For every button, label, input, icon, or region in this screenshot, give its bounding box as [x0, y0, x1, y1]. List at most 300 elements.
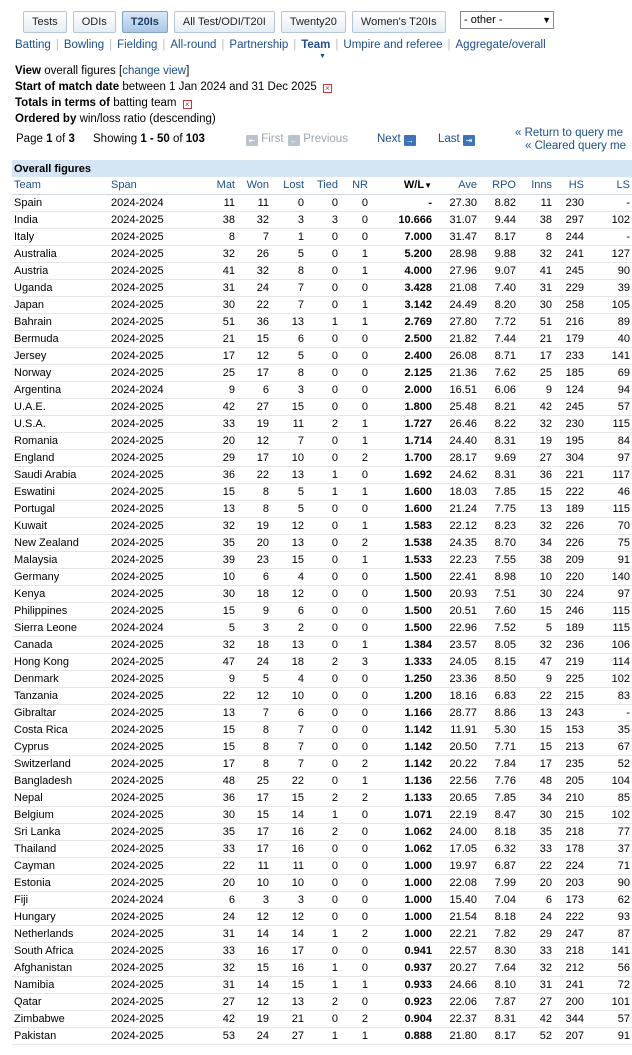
cell-ave: 21.80 [434, 1027, 479, 1044]
cell-inns: 27 [518, 449, 554, 466]
cell-rpo: 6.32 [479, 840, 518, 857]
column-header-lost[interactable] [271, 177, 306, 194]
cell-team[interactable]: Nepal [12, 789, 109, 806]
cell-tied: 0 [306, 551, 340, 568]
first-page-button [246, 133, 284, 146]
nav-aggregate-overall[interactable]: Aggregate/overall [455, 39, 546, 51]
cell-hs: 245 [554, 262, 586, 279]
table-row [12, 415, 632, 432]
cell-nr: 0 [340, 330, 370, 347]
column-header-label: LS [616, 179, 630, 192]
cell-span: 2024-2025 [109, 602, 201, 619]
cell-span: 2024-2025 [109, 279, 201, 296]
cell-nr: 0 [340, 279, 370, 296]
cell-team[interactable]: Uganda [12, 279, 109, 296]
of-text: of [55, 133, 66, 145]
cell-won: 18 [237, 636, 271, 653]
tab-twenty20[interactable]: Twenty20 [281, 11, 346, 33]
cell-rpo: 7.82 [479, 925, 518, 942]
cell-lost: 3 [271, 891, 306, 908]
nav-partnership[interactable]: Partnership [229, 39, 289, 51]
cell-w-l: 7.000 [370, 228, 434, 245]
cell-team[interactable]: Estonia [12, 874, 109, 891]
cell-ave: 23.36 [434, 670, 479, 687]
cell-span: 2024-2025 [109, 398, 201, 415]
cell-team[interactable]: Kenya [12, 585, 109, 602]
cell-lost: 8 [271, 364, 306, 381]
view-filter: View overall figures [change view] [15, 65, 190, 77]
cell-team[interactable]: Pakistan [12, 1027, 109, 1044]
cell-hs: 220 [554, 568, 586, 585]
cleared-query-link[interactable]: « Cleared query me [525, 140, 626, 152]
column-header-tied[interactable] [306, 177, 340, 194]
table-row [12, 398, 632, 415]
column-header-label: Tied [317, 179, 338, 192]
cell-inns: 33 [518, 942, 554, 959]
cell-inns: 25 [518, 364, 554, 381]
cell-mat: 8 [201, 228, 237, 245]
column-header-nr[interactable] [340, 177, 370, 194]
cell-team[interactable]: U.A.E. [12, 398, 109, 415]
cell-team[interactable]: Germany [12, 568, 109, 585]
cell-w-l: 1.583 [370, 517, 434, 534]
view-label: View [15, 65, 41, 77]
cell-ls: 77 [586, 823, 632, 840]
cell-w-l: 1.133 [370, 789, 434, 806]
cell-team[interactable]: Netherlands [12, 925, 109, 942]
cell-nr: 1 [340, 483, 370, 500]
cell-w-l: 2.400 [370, 347, 434, 364]
cell-span: 2024-2025 [109, 415, 201, 432]
cell-span: 2024-2025 [109, 228, 201, 245]
cell-mat: 17 [201, 755, 237, 772]
column-header-rpo[interactable] [479, 177, 518, 194]
cell-w-l: 1.142 [370, 755, 434, 772]
cell-w-l: 1.727 [370, 415, 434, 432]
table-row [12, 534, 632, 551]
team-stats-table [12, 160, 632, 1045]
cell-team[interactable]: Norway [12, 364, 109, 381]
table-row [12, 806, 632, 823]
cell-team[interactable]: Thailand [12, 840, 109, 857]
nav-team[interactable]: Team [301, 39, 331, 51]
cell-tied: 0 [306, 279, 340, 296]
cell-inns: 10 [518, 568, 554, 585]
nav-fielding[interactable]: Fielding [117, 39, 158, 51]
remove-start-date-icon[interactable]: × [323, 84, 332, 93]
tab-tests[interactable]: Tests [23, 11, 67, 33]
cell-mat: 6 [201, 891, 237, 908]
cell-lost: 13 [271, 466, 306, 483]
cell-ls: 67 [586, 738, 632, 755]
cell-team[interactable]: Hungary [12, 908, 109, 925]
ordered-value: win/loss ratio (descending) [79, 113, 216, 125]
cell-nr: 0 [340, 891, 370, 908]
cell-tied: 0 [306, 738, 340, 755]
stat-type-nav [15, 39, 546, 60]
cell-hs: 205 [554, 772, 586, 789]
cell-team[interactable]: Jersey [12, 347, 109, 364]
cell-lost: 7 [271, 296, 306, 313]
cell-ls: 93 [586, 908, 632, 925]
cell-ls: 57 [586, 398, 632, 415]
cell-lost: 1 [271, 228, 306, 245]
cell-hs: 173 [554, 891, 586, 908]
column-header-label: RPO [492, 179, 516, 192]
cell-won: 16 [237, 942, 271, 959]
cell-inns: 30 [518, 585, 554, 602]
cell-lost: 6 [271, 330, 306, 347]
table-row [12, 789, 632, 806]
cell-team[interactable]: Romania [12, 432, 109, 449]
nav-bowling[interactable]: Bowling [63, 39, 105, 51]
cell-tied: 1 [306, 483, 340, 500]
cell-hs: 244 [554, 228, 586, 245]
cell-ave: 22.57 [434, 942, 479, 959]
cell-nr: 1 [340, 976, 370, 993]
change-view-link[interactable]: change view [122, 65, 187, 77]
tab-t20is[interactable]: T20Is [122, 11, 168, 33]
cell-team[interactable]: Cayman [12, 857, 109, 874]
cell-mat: 13 [201, 704, 237, 721]
table-row [12, 602, 632, 619]
cell-rpo: 7.40 [479, 279, 518, 296]
cell-lost: 14 [271, 806, 306, 823]
cell-ave: 24.05 [434, 653, 479, 670]
cell-tied: 0 [306, 670, 340, 687]
column-header-mat[interactable] [201, 177, 237, 194]
cell-rpo: 7.72 [479, 313, 518, 330]
cell-ls: 56 [586, 959, 632, 976]
table-row [12, 347, 632, 364]
cell-nr: 0 [340, 466, 370, 483]
cell-hs: 304 [554, 449, 586, 466]
column-header-ls[interactable] [586, 177, 632, 194]
cell-ave: 24.40 [434, 432, 479, 449]
table-row [12, 517, 632, 534]
start-date-value: between 1 Jan 2024 and 31 Dec 2025 [122, 81, 317, 93]
cell-span: 2024-2025 [109, 483, 201, 500]
cell-nr: 0 [340, 993, 370, 1010]
order-filter [15, 111, 332, 127]
last-page-button[interactable] [438, 133, 475, 146]
cell-ls: 141 [586, 942, 632, 959]
cell-span: 2024-2025 [109, 976, 201, 993]
cell-team[interactable]: U.S.A. [12, 415, 109, 432]
cell-lost: 17 [271, 942, 306, 959]
cell-nr: 0 [340, 381, 370, 398]
cell-tied: 0 [306, 449, 340, 466]
cell-w-l: 0.941 [370, 942, 434, 959]
cell-nr: 0 [340, 806, 370, 823]
cell-team[interactable]: Switzerland [12, 755, 109, 772]
cell-ls: 46 [586, 483, 632, 500]
cell-inns: 36 [518, 466, 554, 483]
table-row [12, 364, 632, 381]
cell-mat: 9 [201, 670, 237, 687]
cell-inns: 15 [518, 738, 554, 755]
cell-inns: 5 [518, 619, 554, 636]
remove-totals-icon[interactable]: × [183, 100, 192, 109]
cell-inns: 32 [518, 959, 554, 976]
cell-inns: 21 [518, 330, 554, 347]
cell-hs: 233 [554, 347, 586, 364]
cell-ave: 18.03 [434, 483, 479, 500]
cell-won: 15 [237, 330, 271, 347]
cell-tied: 1 [306, 806, 340, 823]
cell-ave: 22.96 [434, 619, 479, 636]
cell-team[interactable]: Namibia [12, 976, 109, 993]
cell-team[interactable]: Portugal [12, 500, 109, 517]
cell-ls: 52 [586, 755, 632, 772]
page-total: 3 [68, 133, 75, 145]
cell-w-l: 1.000 [370, 874, 434, 891]
cell-won: 14 [237, 976, 271, 993]
table-row [12, 568, 632, 585]
cell-nr: 2 [340, 755, 370, 772]
cell-hs: 241 [554, 976, 586, 993]
cell-team[interactable]: Spain [12, 194, 109, 211]
cell-won: 3 [237, 891, 271, 908]
cell-won: 19 [237, 517, 271, 534]
cell-nr: 0 [340, 959, 370, 976]
cell-team[interactable]: Eswatini [12, 483, 109, 500]
cell-tied: 0 [306, 517, 340, 534]
cell-won: 11 [237, 857, 271, 874]
cell-hs: 247 [554, 925, 586, 942]
cell-hs: 221 [554, 466, 586, 483]
cell-ls: 105 [586, 296, 632, 313]
cell-mat: 32 [201, 517, 237, 534]
cell-ave: 22.08 [434, 874, 479, 891]
table-row [12, 670, 632, 687]
table-row [12, 772, 632, 789]
cell-ave: 21.82 [434, 330, 479, 347]
cell-won: 22 [237, 466, 271, 483]
cell-team[interactable]: Saudi Arabia [12, 466, 109, 483]
cell-tied: 1 [306, 976, 340, 993]
cell-team[interactable]: New Zealand [12, 534, 109, 551]
cleared-query-label: Cleared query me [534, 140, 626, 152]
tab-odis[interactable]: ODIs [73, 11, 116, 33]
column-header-won[interactable] [237, 177, 271, 194]
column-header-label: Span [111, 179, 137, 192]
cell-team[interactable]: Kuwait [12, 517, 109, 534]
cell-ave: 21.08 [434, 279, 479, 296]
cell-hs: 216 [554, 313, 586, 330]
cell-span: 2024-2025 [109, 908, 201, 925]
cell-rpo: 8.82 [479, 194, 518, 211]
cell-inns: 6 [518, 891, 554, 908]
cell-won: 7 [237, 228, 271, 245]
cell-ave: 21.54 [434, 908, 479, 925]
cell-team[interactable]: Malaysia [12, 551, 109, 568]
tab-all-test-odi-t20i[interactable]: All Test/ODI/T20I [174, 11, 275, 33]
cell-inns: 33 [518, 840, 554, 857]
cell-lost: 10 [271, 687, 306, 704]
other-format-select[interactable] [460, 11, 554, 29]
cell-won: 12 [237, 687, 271, 704]
cell-tied: 1 [306, 313, 340, 330]
cell-ls: 106 [586, 636, 632, 653]
cell-w-l: 0.937 [370, 959, 434, 976]
column-header-team[interactable] [12, 177, 109, 194]
cell-team[interactable]: Italy [12, 228, 109, 245]
column-header-ave[interactable] [434, 177, 479, 194]
cell-team[interactable]: Argentina [12, 381, 109, 398]
cell-won: 8 [237, 755, 271, 772]
cell-mat: 48 [201, 772, 237, 789]
cell-rpo: 6.87 [479, 857, 518, 874]
cell-lost: 13 [271, 534, 306, 551]
cell-span: 2024-2025 [109, 874, 201, 891]
cell-team[interactable]: Costa Rica [12, 721, 109, 738]
cell-ave: 25.48 [434, 398, 479, 415]
cell-nr: 1 [340, 432, 370, 449]
cell-inns: 22 [518, 857, 554, 874]
column-header-hs[interactable] [554, 177, 586, 194]
nav-batting[interactable]: Batting [15, 39, 51, 51]
cell-team[interactable]: Bahrain [12, 313, 109, 330]
nav-all-round[interactable]: All-round [170, 39, 217, 51]
cell-inns: 47 [518, 653, 554, 670]
cell-ave: 22.12 [434, 517, 479, 534]
cell-span: 2024-2025 [109, 449, 201, 466]
cell-rpo: 7.99 [479, 874, 518, 891]
column-header-span[interactable] [109, 177, 201, 194]
cell-hs: 297 [554, 211, 586, 228]
table-row [12, 296, 632, 313]
cell-inns: 15 [518, 602, 554, 619]
cell-nr: 1 [340, 517, 370, 534]
cell-w-l: 1.142 [370, 721, 434, 738]
cell-w-l: 1.200 [370, 687, 434, 704]
cell-tied: 0 [306, 585, 340, 602]
cell-team[interactable]: Australia [12, 245, 109, 262]
cell-hs: 246 [554, 602, 586, 619]
cell-mat: 33 [201, 942, 237, 959]
cell-ls: 83 [586, 687, 632, 704]
cell-team[interactable]: South Africa [12, 942, 109, 959]
cell-team[interactable]: Japan [12, 296, 109, 313]
cell-team[interactable]: Bangladesh [12, 772, 109, 789]
cell-mat: 30 [201, 585, 237, 602]
nav-umpire-and-referee[interactable]: Umpire and referee [343, 39, 443, 51]
cell-hs: 229 [554, 279, 586, 296]
cell-won: 6 [237, 381, 271, 398]
cell-hs: 209 [554, 551, 586, 568]
cell-team[interactable]: Sri Lanka [12, 823, 109, 840]
cell-team[interactable]: Cyprus [12, 738, 109, 755]
cell-team[interactable]: Tanzania [12, 687, 109, 704]
cell-rpo: 7.64 [479, 959, 518, 976]
cell-lost: 4 [271, 568, 306, 585]
nav-separator: | [221, 39, 225, 51]
cell-team[interactable]: Qatar [12, 993, 109, 1010]
cell-nr: 0 [340, 585, 370, 602]
cell-nr: 0 [340, 228, 370, 245]
cell-inns: 17 [518, 755, 554, 772]
cell-team[interactable]: Denmark [12, 670, 109, 687]
cell-tied: 0 [306, 381, 340, 398]
cell-rpo: 8.86 [479, 704, 518, 721]
cell-nr: 0 [340, 704, 370, 721]
cell-lost: 13 [271, 993, 306, 1010]
cell-w-l: 4.000 [370, 262, 434, 279]
table-row [12, 687, 632, 704]
cell-ls: 90 [586, 262, 632, 279]
cell-team[interactable]: Philippines [12, 602, 109, 619]
cell-won: 12 [237, 347, 271, 364]
cell-lost: 13 [271, 313, 306, 330]
cell-team[interactable]: Bermuda [12, 330, 109, 347]
cell-rpo: 8.18 [479, 823, 518, 840]
cell-tied: 0 [306, 194, 340, 211]
cell-rpo: 7.51 [479, 585, 518, 602]
table-row [12, 279, 632, 296]
nav-separator: | [293, 39, 297, 51]
cell-team[interactable]: Canada [12, 636, 109, 653]
cell-team[interactable]: Hong Kong [12, 653, 109, 670]
first-label: First [261, 133, 284, 145]
column-header-label: HS [568, 179, 584, 192]
cell-team[interactable]: Zimbabwe [12, 1010, 109, 1027]
chevron-down-icon: ▼ [542, 15, 551, 25]
cell-ave: 19.97 [434, 857, 479, 874]
tab-women-s-t20is[interactable]: Women's T20Is [352, 11, 446, 33]
cell-hs: 153 [554, 721, 586, 738]
cell-nr: 0 [340, 602, 370, 619]
cell-ls: 89 [586, 313, 632, 330]
cell-rpo: 7.55 [479, 551, 518, 568]
cell-team[interactable]: Austria [12, 262, 109, 279]
cell-mat: 20 [201, 432, 237, 449]
cell-rpo: 9.88 [479, 245, 518, 262]
next-page-button[interactable] [377, 133, 416, 146]
sort-descending-icon: ▼ [424, 181, 432, 191]
column-header-label: Lost [283, 179, 304, 192]
column-header-inns[interactable] [518, 177, 554, 194]
cell-span: 2024-2025 [109, 432, 201, 449]
cell-won: 22 [237, 296, 271, 313]
cell-team[interactable]: India [12, 211, 109, 228]
cell-team[interactable]: Afghanistan [12, 959, 109, 976]
cell-team[interactable]: Sierra Leone [12, 619, 109, 636]
cell-inns: 24 [518, 908, 554, 925]
cell-lost: 14 [271, 925, 306, 942]
cell-hs: 230 [554, 194, 586, 211]
table-row [12, 1010, 632, 1027]
cell-team[interactable]: England [12, 449, 109, 466]
cell-w-l: 2.000 [370, 381, 434, 398]
cell-team[interactable]: Gibraltar [12, 704, 109, 721]
cell-span: 2024-2025 [109, 296, 201, 313]
column-header-w-l[interactable] [370, 177, 434, 194]
cell-inns: 38 [518, 551, 554, 568]
cell-lost: 15 [271, 789, 306, 806]
cell-won: 6 [237, 568, 271, 585]
cell-tied: 0 [306, 1010, 340, 1027]
cell-ave: 27.30 [434, 194, 479, 211]
cell-ave: 26.46 [434, 415, 479, 432]
return-to-query-link[interactable]: « Return to query me [515, 127, 624, 139]
cell-won: 24 [237, 1027, 271, 1044]
cell-hs: 243 [554, 704, 586, 721]
current-nav-indicator-icon: ▼ [319, 53, 326, 60]
cell-team[interactable]: Fiji [12, 891, 109, 908]
format-tabs [23, 11, 446, 35]
cell-team[interactable]: Belgium [12, 806, 109, 823]
